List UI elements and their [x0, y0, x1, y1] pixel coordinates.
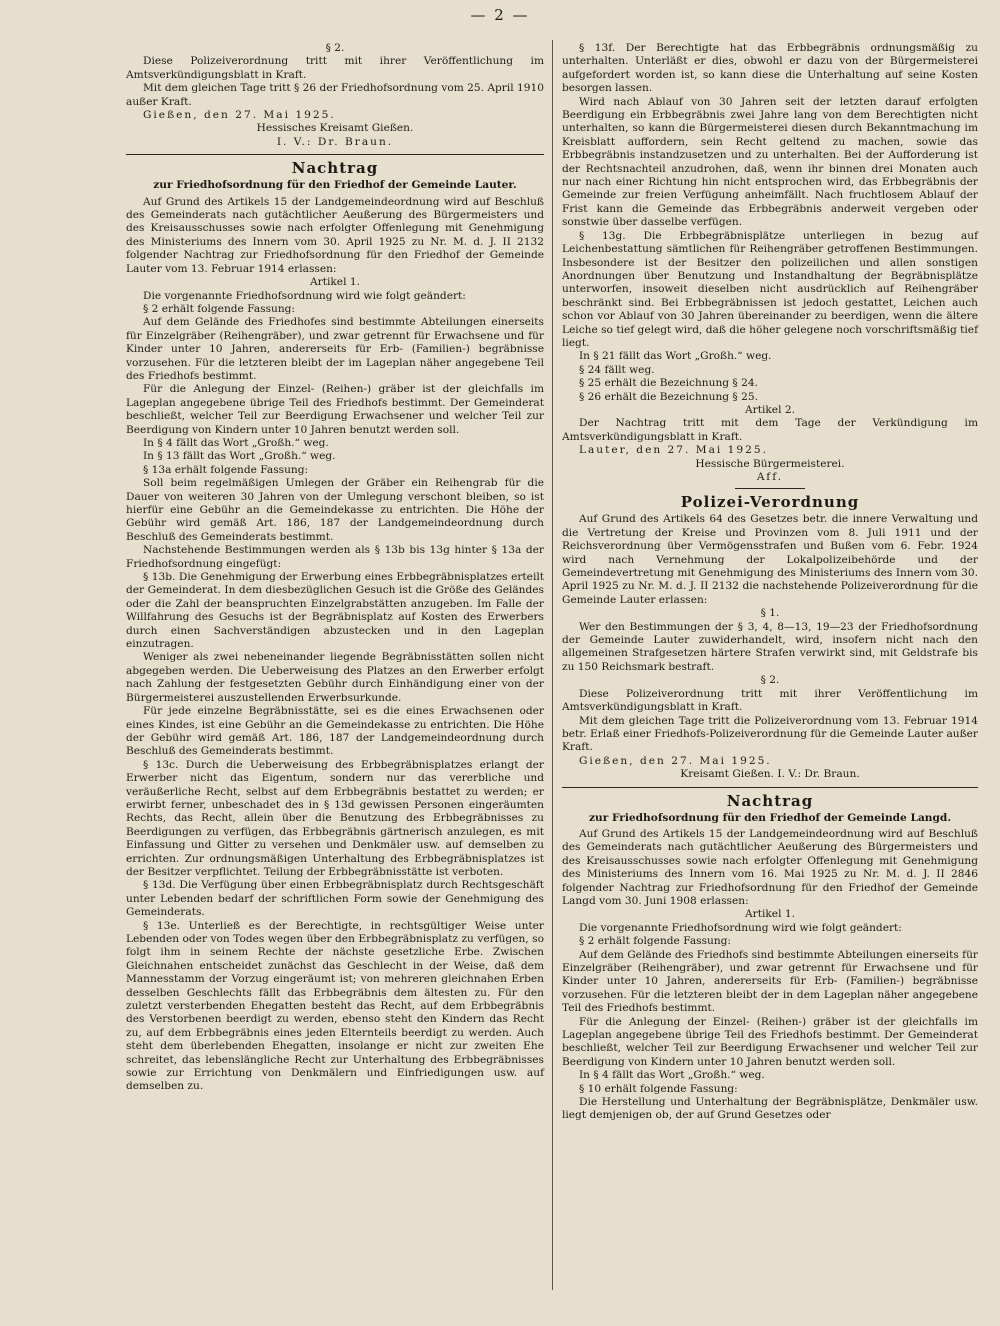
paragraph: § 13c. Durch die Ueberweisung des Erbbegräbnisplatzes erlangt der Erwerber nicht das Eigentum, sondern nur das vererbliche und veräußerliche Recht, selbst auf dem Erbbegräbnis bestattet zu werden; er erwirbt ferner, unbeschadet des in § 13d gewissen Personen eingeräumten Rechts, das Recht, allein über die Benutzung des Erbbegräbnisses zu Beerdigungen zu verfügen, das Erbbegräbnis gärtnerisch anzulegen, es mit Einfassung und Gitter zu versehen und Denkmäler usw. auf demselben zu errichten. Zur ordnungsmäßigen Unterhaltung des Erbbegräbnisplatzes ist der Besitzer verpflichtet. Teilung der Erbbegräbnisstätte ist verboten.: [126, 758, 544, 878]
paragraph: Auf Grund des Artikels 15 der Landgemeindeordnung wird auf Beschluß des Gemeinderats nach gutächtlicher Aeußerung des Bürgermeisters und des Kreisausschusses sowie nach erfolgter Offenlegung mit Genehmigung des Ministeriums des Innern vom 16. Mai 1925 zu Nr. M. d. J. II 2846 folgender Nachtrag zur Friedhofsordnung für den Friedhof der Gemeinde Langd vom 30. Juni 1908 erlassen:: [562, 827, 978, 907]
paragraph: Die vorgenannte Friedhofsordnung wird wie folgt geändert:: [578, 921, 902, 934]
paragraph: Wer den Bestimmungen der § 3, 4, 8—13, 19—23 der Friedhofsordnung der Gemeinde Lauter zuwiderhandelt, wird, insofern nicht nach den allgemeinen Strafgesetzen härtere Strafen verwirkt sind, mit Geldstrafe bis zu 150 Reichsmark bestraft.: [562, 620, 978, 673]
article-heading: Artikel 1.: [310, 276, 360, 289]
paragraph: In § 13 fällt das Wort „Großh.“ weg.: [142, 450, 336, 463]
signature: Aff.: [756, 471, 784, 483]
paragraph: § 13e. Unterließ es der Berechtigte, in rechtsgültiger Weise unter Lebenden oder von Todes wegen über den Erbbegräbnisplatz zu verfügen, so folgt ihm in seinem Rechte der nächste gesetzliche Erbe. Zwischen Gleichnahen entscheidet zunächst das Geschlecht in der Weise, daß dem Mannesstamm der Vorzug eingeräumt ist; von mehreren gleichnahen Erben desselben Geschlechts fällt das Erbbegräbnis dem ältesten zu. Für den zuletzt versterbenden Ehegatten besteht das Recht, auf dem Erbbegräbnis des Verstorbenen beerdigt zu werden, ebenso steht den Kindern das Recht zu, auf dem Erbbegräbnis eines jeden Elternteils beerdigt zu werden. Auch steht dem überlebenden Ehegatten, insolange er nicht zur zweiten Ehe schreitet, das lebenslängliche Recht zur Unterhaltung des Erbbegräbnisses sowie zur Errichtung von Denkmälern und Einfriedigungen usw. auf demselben zu.: [126, 919, 544, 1093]
date-line: Gießen, den 27. Mai 1925.: [578, 754, 772, 767]
paragraph: Nachstehende Bestimmungen werden als § 13b bis 13g hinter § 13a der Friedhofsordnung eingefügt:: [126, 544, 544, 570]
paragraph: § 13b. Die Genehmigung der Erwerbung eines Erbbegräbnisplatzes erteilt der Gemeinderat. In dem diesbezüglichen Gesuch ist die Größe des Geländes oder die Zahl der beanspruchten Einzelgrabstätten anzugeben. Im Falle der Willfahrung des Gesuchs ist der Begräbnisplatz auf Kosten des Erwerbers durch einen Sachverständigen abzustecken und in den Lageplan einzutragen.: [126, 571, 544, 651]
paragraph: § 25 erhält die Bezeichnung § 24.: [578, 377, 758, 390]
paragraph: In § 4 fällt das Wort „Großh.“ weg.: [142, 436, 329, 449]
nachtrag-subtitle: zur Friedhofsordnung für den Friedhof der Gemeinde Lauter.: [153, 179, 517, 192]
signature: Kreisamt Gießen. I. V.: Dr. Braun.: [680, 768, 860, 781]
paragraph: § 26 erhält die Bezeichnung § 25.: [578, 390, 758, 403]
left-column: [126, 42, 544, 1094]
paragraph: Mit dem gleichen Tage tritt § 26 der Friedhofsordnung vom 25. April 1910 außer Kraft.: [126, 82, 544, 108]
column-divider: [552, 40, 553, 1290]
paragraph: Diese Polizeiverordnung tritt mit ihrer Veröffentlichung im Amtsverkündigungsblatt in Kraft.: [126, 55, 544, 81]
paragraph: Auf Grund des Artikels 15 der Landgemeindeordnung wird auf Beschluß des Gemeinderats nach gutächtlicher Aeußerung des Bürgermeisters und des Kreisausschusses sowie nach erfolgter Offenlegung mit Genehmigung des Ministeriums des Innern vom 30. April 1925 zu Nr. M. d. J. II 2132 folgender Nachtrag zur Friedhofsordnung für den Friedhof der Gemeinde Lauter vom 13. Februar 1914 erlassen:: [126, 195, 544, 275]
paragraph: § 13f. Der Berechtigte hat das Erbbegräbnis ordnungsmäßig zu unterhalten. Unterläßt er dies, obwohl er dazu von der Bürgermeisterei aufgefordert worden ist, so kann diese die Unterhaltung auf seine Kosten besorgen lassen.: [562, 42, 978, 95]
nachtrag-title: Nachtrag: [726, 791, 814, 810]
paragraph: Der Nachtrag tritt mit dem Tage der Verkündigung im Amtsverkündigungsblatt in Kraft.: [562, 417, 978, 443]
paragraph: § 24 fällt weg.: [578, 363, 655, 376]
short-rule: [735, 488, 805, 489]
paragraph: Wird nach Ablauf von 30 Jahren seit der letzten darauf erfolgten Beerdigung ein Erbbegräbnis zwei Jahre lang von dem Berechtigten nicht unterhalten, so kann die Bürgermeisterei diesen durch Bekanntmachung im Kreisblatt auffordern, sein Recht geltend zu machen, sowie das Erbbegräbnis instandzusetzen und zu unterhalten. Bei der Aufforderung ist der Rechtsnachteil anzudrohen, daß, wenn ihr binnen drei Monaten auch nur nach einer Richtung hin nicht entsprochen wird, das Erbbegräbnis der Gemeinde zur freien Verfügung anheimfällt. Nach fruchtlosem Ablauf der Frist kann die Gemeinde das Erbbegräbnis anderweit vergeben oder sonstwie über dasselbe verfügen.: [562, 95, 978, 229]
page-number: — 2 —: [470, 6, 530, 24]
paragraph: Auf dem Gelände des Friedhofs sind bestimmte Abteilungen einerseits für Einzelgräber (Reihengräber), und zwar getrennt für Erwachsene und für Kinder unter 10 Jahren, andererseits für Erb- (Familien-) begräbnisse vorzusehen. Für die letzteren bleibt der in dem Lageplan näher angegebene Teil des Friedhofs bestimmt.: [562, 948, 978, 1015]
paragraph: In § 21 fällt das Wort „Großh.“ weg.: [578, 350, 772, 363]
paragraph: § 13a erhält folgende Fassung:: [142, 463, 309, 476]
nachtrag-title: Nachtrag: [291, 159, 379, 178]
paragraph: Für jede einzelne Begräbnisstätte, sei es die eines Erwachsenen oder eines Kindes, ist eine Gebühr an die Gemeindekasse zu entrichten. Die Höhe der Gebühr wird gemäß Art. 186, 187 der Landgemeindeordnung durch Beschluß des Gemeinderats bestimmt.: [126, 705, 544, 758]
polizei-title: Polizei-Verordnung: [680, 493, 860, 512]
paragraph: § 2 erhält folgende Fassung:: [578, 935, 732, 948]
paragraph: Auf Grund des Artikels 64 des Gesetzes betr. die innere Verwaltung und die Vertretung der Kreise und Provinzen vom 8. Juli 1911 und der Reichsverordnung über Vermögensstrafen und Bußen vom 6. Febr. 1924 wird nach Vernehmung der Lokalpolizeibehörde und der Gemeindevertretung mit Genehmigung des Ministeriums des Innern vom 30. April 1925 zu Nr. M. d. J. II 2132 die nachstehende Polizeiverordnung für die Gemeinde Lauter erlassen:: [562, 513, 978, 606]
paragraph: Auf dem Gelände des Friedhofes sind bestimmte Abteilungen einerseits für Einzelgräber (Reihengräber), und zwar getrennt für Erwachsene und für Kinder unter 10 Jahren, andererseits für Erb- (Familien-) begräbnisse vorzusehen. Für die letzteren bleibt der im Lageplan näher angegebene Teil des Friedhofs bestimmt.: [126, 316, 544, 382]
issuing-authority: Hessisches Kreisamt Gießen.: [256, 122, 414, 135]
paragraph: § 10 erhält folgende Fassung:: [578, 1082, 738, 1095]
paragraph: Diese Polizeiverordnung tritt mit ihrer Veröffentlichung im Amtsverkündigungsblatt in Kraft.: [562, 687, 978, 714]
issuing-authority: Hessische Bürgermeisterei.: [695, 457, 845, 470]
signature: I. V.: Dr. Braun.: [276, 135, 394, 148]
section-rule: [562, 787, 978, 788]
date-line: Lauter, den 27. Mai 1925.: [578, 444, 768, 457]
paragraph: § 13d. Die Verfügung über einen Erbbegräbnisplatz durch Rechtsgeschäft unter Lebenden bedarf der schriftlichen Form sowie der Genehmigung des Gemeinderats.: [126, 879, 544, 919]
section-heading: § 2.: [760, 674, 780, 687]
section-heading: § 1.: [760, 607, 780, 620]
paragraph: § 2 erhält folgende Fassung:: [142, 302, 296, 315]
date-line: Gießen, den 27. Mai 1925.: [142, 109, 336, 122]
paragraph: Für die Anlegung der Einzel- (Reihen-) gräber ist der gleichfalls im Lageplan angegebene übrige Teil des Friedhofs bestimmt. Der Gemeinderat beschließt, welcher Teil zur Beerdigung Erwachsener und welcher Teil zur Beerdigung von Kindern unter 10 Jahren benutzt werden soll.: [126, 383, 544, 436]
paragraph: Die vorgenannte Friedhofsordnung wird wie folgt geändert:: [142, 289, 466, 302]
paragraph: Für die Anlegung der Einzel- (Reihen-) gräber ist der gleichfalls im Lageplan angegebene übrige Teil des Friedhofs bestimmt. Der Gemeinderat beschließt, welcher Teil zur Beerdigung Erwachsener und welcher Teil zur Beerdigung von Kindern unter 10 Jahren benutzt werden soll.: [562, 1015, 978, 1068]
right-column: [562, 42, 978, 1123]
section-rule: [126, 154, 544, 155]
article-heading: Artikel 1.: [745, 908, 795, 921]
paragraph: § 13g. Die Erbbegräbnisplätze unterliegen in bezug auf Leichenbestattung sämtlichen für Reihengräber getroffenen Bestimmungen. Insbesondere ist der Besitzer den polizeilichen und allen sonstigen Anordnungen über Benutzung und Instandhaltung der Begräbnisplätze unterworfen, insoweit dieselben nicht ausdrücklich auf Reihengräber beschränkt sind. Bei Erbbegräbnissen ist jedoch gestattet, Leichen auch schon vor Ablauf von 30 Jahren übereinander zu beerdigen, wenn die ältere Leiche so tief gelegt wird, daß die höher gelegene noch vorschriftsmäßig tief liegt.: [562, 229, 978, 349]
section-heading: § 2.: [325, 42, 345, 54]
paragraph: In § 4 fällt das Wort „Großh.“ weg.: [578, 1069, 765, 1082]
paragraph: Mit dem gleichen Tage tritt die Polizeiverordnung vom 13. Februar 1914 betr. Erlaß einer Friedhofs-Polizeiverordnung für die Gemeinde Lauter außer Kraft.: [562, 714, 978, 754]
paragraph: Soll beim regelmäßigen Umlegen der Gräber ein Reihengrab für die Dauer von weiteren 30 Jahren von der Umlegung verschont bleiben, so ist hierfür eine Gebühr an die Gemeindekasse zu entrichten. Die Höhe der Gebühr wird gemäß Art. 186, 187 der Landgemeindeordnung durch Beschluß des Gemeinderats bestimmt.: [126, 477, 544, 543]
paragraph: Die Herstellung und Unterhaltung der Begräbnisplätze, Denkmäler usw. liegt demjenigen ob, der auf Grund Gesetzes oder: [562, 1096, 978, 1122]
paragraph: Weniger als zwei nebeneinander liegende Begräbnisstätten sollen nicht abgegeben werden. Die Ueberweisung des Platzes an den Erwerber erfolgt nach Zahlung der festgesetzten Gebühr durch Einhändigung einer von der Bürgermeisterei auszustellenden Erwerbsurkunde.: [126, 651, 544, 704]
article-heading: Artikel 2.: [745, 403, 795, 416]
nachtrag-subtitle: zur Friedhofsordnung für den Friedhof der Gemeinde Langd.: [588, 811, 952, 824]
